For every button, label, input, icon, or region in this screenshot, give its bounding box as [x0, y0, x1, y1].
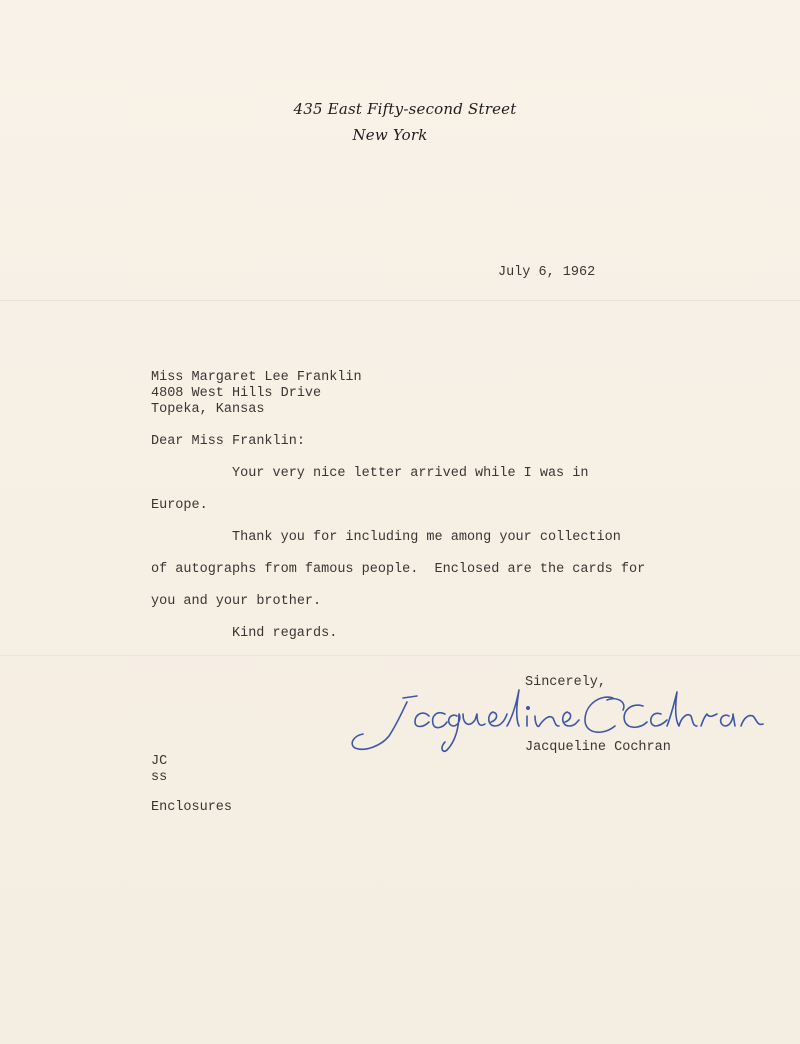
- body-paragraph-3: Kind regards.: [232, 626, 338, 641]
- body-paragraph-1-line-2: Europe.: [151, 498, 208, 513]
- closing: Sincerely,: [525, 675, 607, 690]
- enclosures-note: Enclosures: [151, 800, 233, 815]
- body-paragraph-1-line-1: Your very nice letter arrived while I was in: [232, 466, 589, 481]
- initials-author: JC: [151, 754, 168, 769]
- body-paragraph-2-line-1: Thank you for including me among your collection: [232, 530, 621, 545]
- recipient-name: Miss Margaret Lee Franklin: [151, 370, 362, 385]
- letterhead-street: 435 East Fifty-second Street: [293, 100, 517, 118]
- paper-fold: [0, 300, 800, 301]
- letterhead-city: New York: [352, 126, 428, 144]
- body-paragraph-2-line-2: of autographs from famous people. Enclosed are the cards for: [151, 562, 646, 577]
- body-paragraph-2-line-3: you and your brother.: [151, 594, 322, 609]
- signature-name: Jacqueline Cochran: [525, 740, 671, 755]
- salutation: Dear Miss Franklin:: [151, 434, 305, 449]
- paper-fold: [0, 655, 800, 656]
- recipient-street: 4808 West Hills Drive: [151, 386, 322, 401]
- letter-date: July 6, 1962: [498, 265, 596, 280]
- initials-typist: ss: [151, 770, 168, 785]
- recipient-city: Topeka, Kansas: [151, 402, 265, 417]
